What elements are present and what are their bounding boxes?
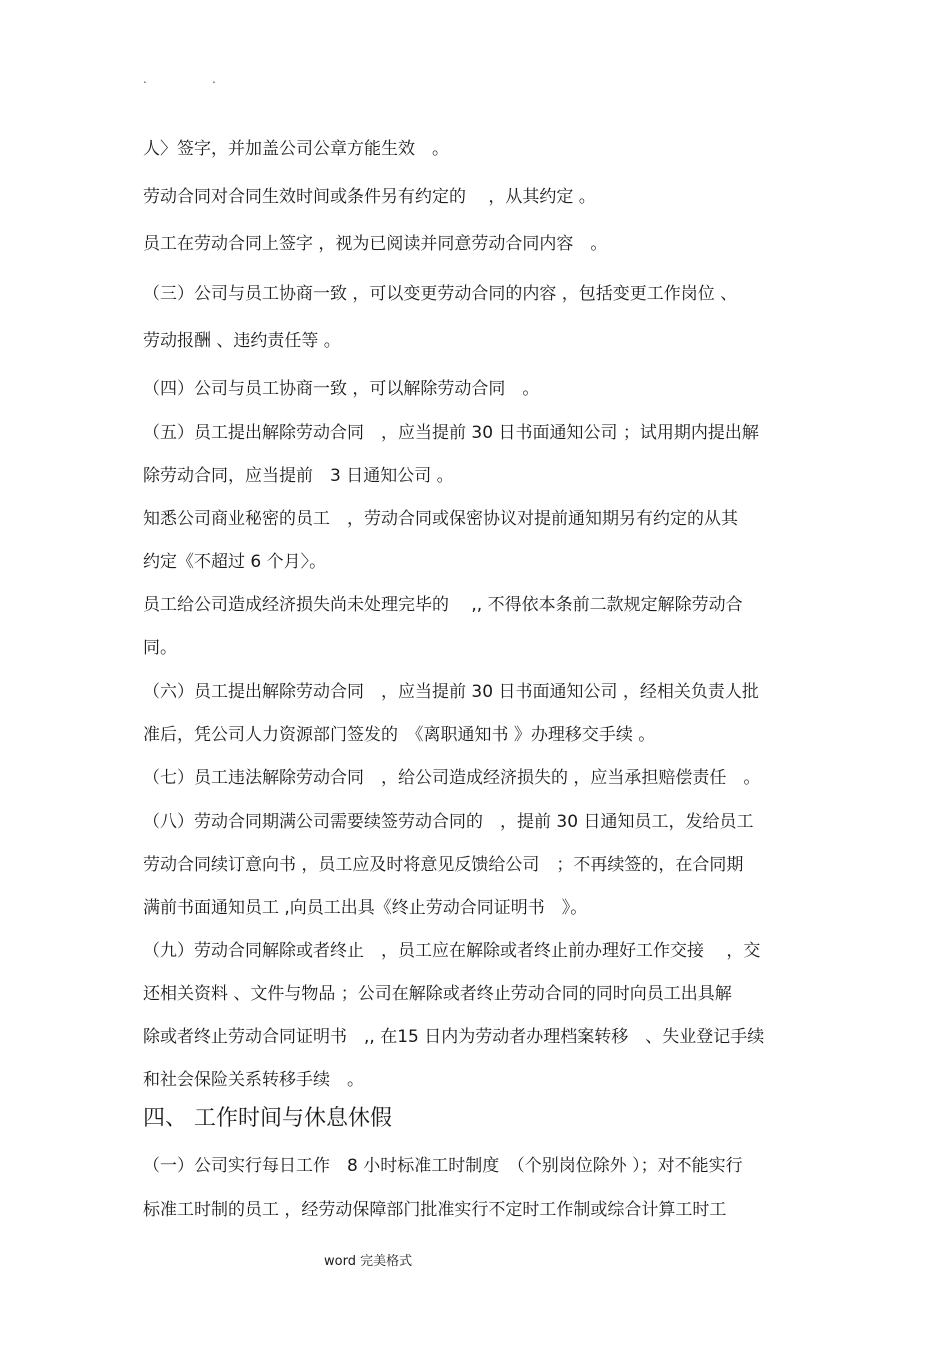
text-line: 除或者终止劳动合同证明书 ,, 在15 日内为劳动者办理档案转移 、失业登记手续: [143, 1027, 765, 1047]
text-line: 同。: [143, 638, 177, 658]
text-line: 还相关资料 、文件与物品 ；公司在解除或者终止劳动合同的同时向员工出具解: [143, 984, 732, 1004]
text-line: 劳动合同对合同生效时间或条件另有约定的 ，从其约定 。: [143, 187, 596, 207]
text-line: 和社会保险关系转移手续 。: [143, 1070, 364, 1090]
text-line: 劳动合同续订意向书 ，员工应及时将意见反馈给公司 ；不再续签的，在合同期: [143, 855, 744, 875]
text-line: （一）公司实行每日工作 8 小时标准工时制度 （个别岗位除外 ）；对不能实行: [143, 1156, 743, 1176]
text-line: 标准工时制的员工 ，经劳动保障部门批准实行不定时工作制或综合计算工时工: [143, 1200, 727, 1220]
section-heading: 四、 工作时间与休息休假: [143, 1106, 392, 1131]
text-line: 员工在劳动合同上签字 ，视为已阅读并同意劳动合同内容 。: [143, 234, 608, 254]
text-line: （五）员工提出解除劳动合同 ，应当提前 30 日书面通知公司 ；试用期内提出解: [143, 423, 759, 443]
footer-label: word 完美格式: [324, 1254, 413, 1269]
header-dot-left: .: [143, 72, 147, 86]
text-line: 员工给公司造成经济损失尚未处理完毕的 ,, 不得依本条前二款规定解除劳动合: [143, 595, 743, 615]
header-dot-right: .: [212, 72, 216, 86]
text-line: （九）劳动合同解除或者终止 ，员工应在解除或者终止前办理好工作交接 ，交: [143, 941, 761, 961]
text-line: 人〉签字，并加盖公司公章方能生效 。: [143, 139, 449, 159]
text-line: （八）劳动合同期满公司需要续签劳动合同的 ，提前 30 日通知员工，发给员工: [143, 812, 754, 832]
text-line: （四）公司与员工协商一致 ，可以解除劳动合同 。: [143, 379, 540, 399]
text-line: 知悉公司商业秘密的员工 ，劳动合同或保密协议对提前通知期另有约定的从其: [143, 509, 738, 529]
text-line: 约定《不超过 6 个月〉。: [143, 552, 327, 572]
text-line: 除劳动合同，应当提前 3 日通知公司 。: [143, 466, 454, 486]
text-line: 劳动报酬 、违约责任等 。: [143, 331, 341, 351]
text-line: （六）员工提出解除劳动合同 ，应当提前 30 日书面通知公司 ，经相关负责人批: [143, 682, 759, 702]
text-line: 准后，凭公司人力资源部门签发的 《离职通知书 》办理移交手续 。: [143, 725, 656, 745]
text-line: 满前书面通知员工 ,向员工出具《终止劳动合同证明书 》。: [143, 898, 588, 918]
text-line: （七）员工违法解除劳动合同 ，给公司造成经济损失的 ，应当承担赔偿责任 。: [143, 768, 761, 788]
text-line: （三）公司与员工协商一致 ，可以变更劳动合同的内容 ，包括变更工作岗位 、: [143, 284, 738, 304]
